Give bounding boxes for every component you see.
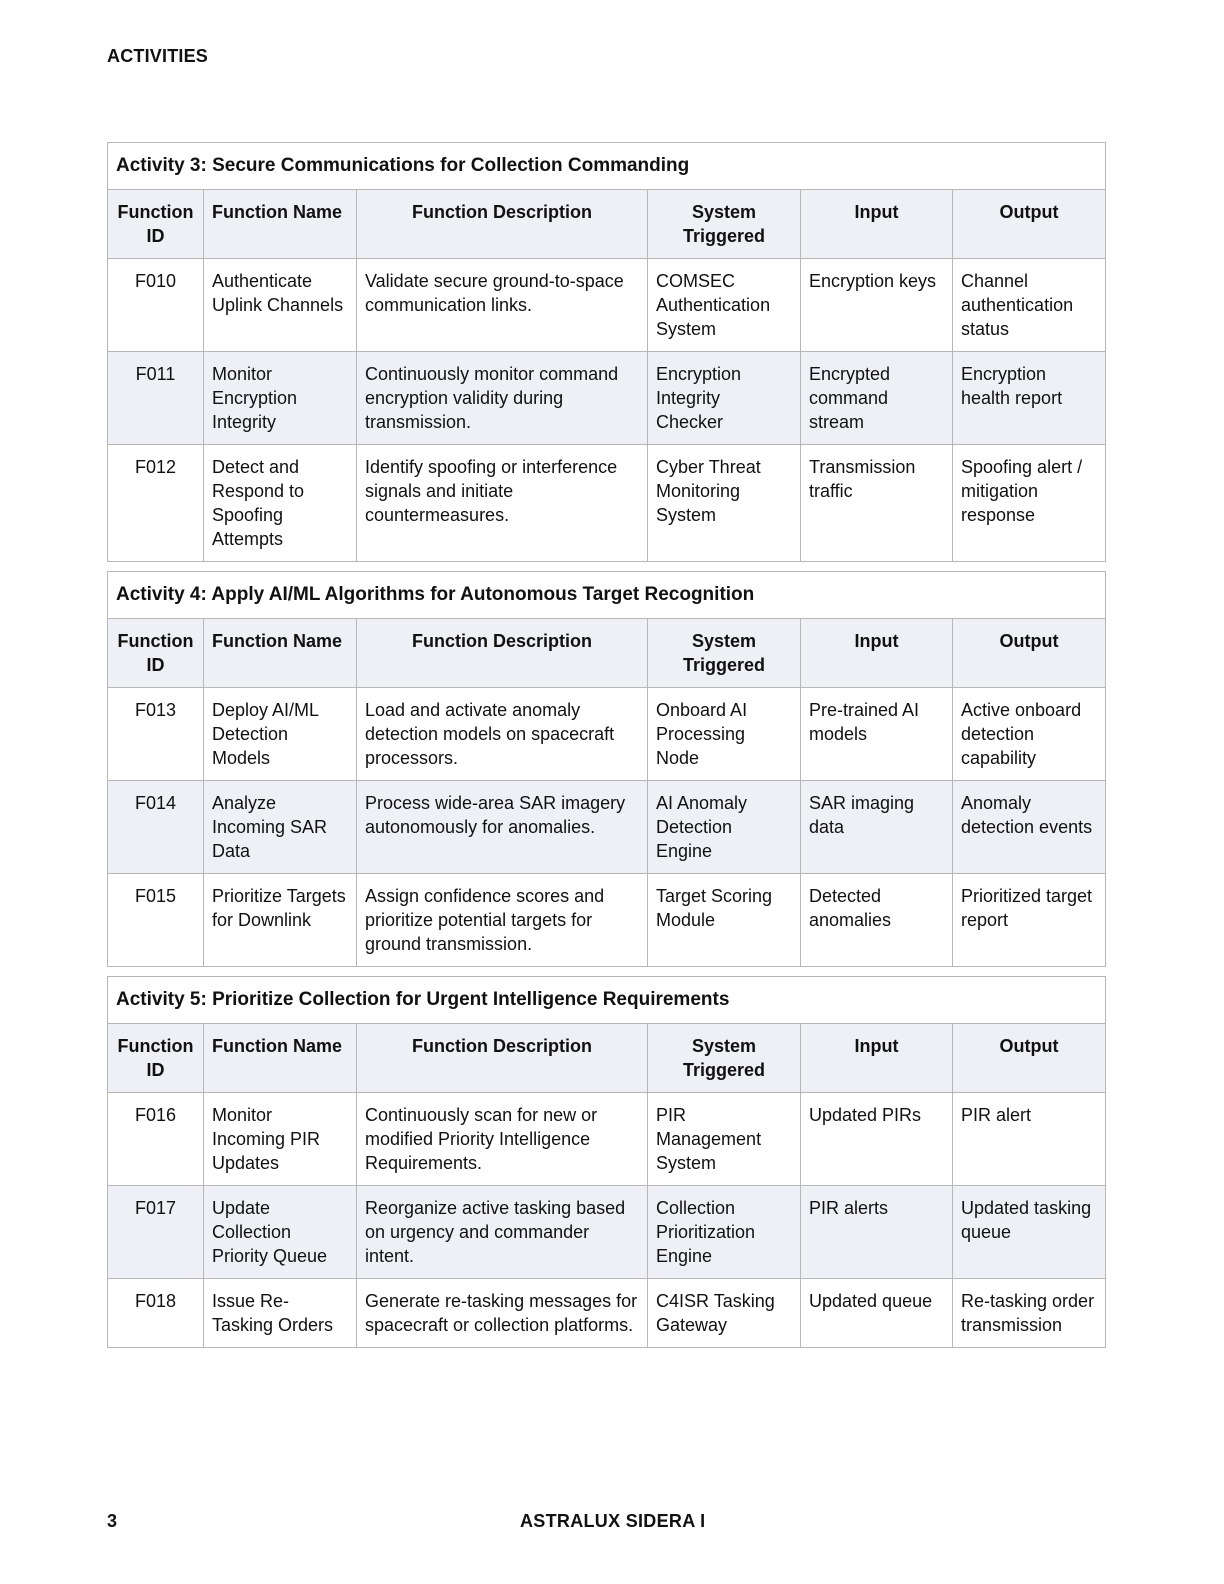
column-header: Function Name xyxy=(204,190,357,259)
activity-title: Activity 4: Apply AI/ML Algorithms for Autonomous Target Recognition xyxy=(108,572,1106,619)
function-description: Assign confidence scores and prioritize potential targets for ground transmission. xyxy=(357,874,648,967)
column-header: System Triggered xyxy=(648,619,801,688)
system-triggered: COMSEC Authentication System xyxy=(648,259,801,352)
activity-table xyxy=(107,142,1106,562)
function-output: Encryption health report xyxy=(953,352,1106,445)
function-input: Pre-trained AI models xyxy=(801,688,953,781)
system-triggered: AI Anomaly Detection Engine xyxy=(648,781,801,874)
column-header: Function Name xyxy=(204,619,357,688)
function-output: PIR alert xyxy=(953,1093,1106,1186)
column-header: Function Description xyxy=(357,1024,648,1093)
page-number: 3 xyxy=(107,1511,118,1531)
function-input: SAR imaging data xyxy=(801,781,953,874)
function-name: Monitor Incoming PIR Updates xyxy=(204,1093,357,1186)
system-triggered: Onboard AI Processing Node xyxy=(648,688,801,781)
function-output: Re-tasking order transmission xyxy=(953,1279,1106,1348)
function-description: Process wide-area SAR imagery autonomously for anomalies. xyxy=(357,781,648,874)
system-triggered: C4ISR Tasking Gateway xyxy=(648,1279,801,1348)
section-heading: ACTIVITIES xyxy=(107,46,209,66)
function-description: Continuously monitor command encryption validity during transmission. xyxy=(357,352,648,445)
function-description: Identify spoofing or interference signals and initiate countermeasures. xyxy=(357,445,648,562)
function-description: Validate secure ground-to-space communication links. xyxy=(357,259,648,352)
function-name: Deploy AI/ML Detection Models xyxy=(204,688,357,781)
function-output: Spoofing alert / mitigation response xyxy=(953,445,1106,562)
activity-table xyxy=(107,976,1106,1348)
column-header: Function ID xyxy=(108,190,204,259)
table-row xyxy=(108,1093,1106,1186)
table-row xyxy=(108,1186,1106,1279)
function-id: F018 xyxy=(108,1279,204,1348)
column-header: Function Description xyxy=(357,190,648,259)
table-row xyxy=(108,874,1106,967)
activity-title: Activity 5: Prioritize Collection for Urgent Intelligence Requirements xyxy=(108,977,1106,1024)
column-header: Output xyxy=(953,619,1106,688)
function-name: Prioritize Targets for Downlink xyxy=(204,874,357,967)
function-name: Monitor Encryption Integrity xyxy=(204,352,357,445)
column-header: System Triggered xyxy=(648,190,801,259)
table-row xyxy=(108,688,1106,781)
function-input: Encrypted command stream xyxy=(801,352,953,445)
column-header: Input xyxy=(801,1024,953,1093)
system-triggered: Encryption Integrity Checker xyxy=(648,352,801,445)
function-output: Prioritized target report xyxy=(953,874,1106,967)
activity-table xyxy=(107,571,1106,967)
column-header: Output xyxy=(953,1024,1106,1093)
table-row xyxy=(108,781,1106,874)
function-id: F013 xyxy=(108,688,204,781)
function-id: F017 xyxy=(108,1186,204,1279)
function-name: Issue Re-Tasking Orders xyxy=(204,1279,357,1348)
function-input: Updated queue xyxy=(801,1279,953,1348)
table-row xyxy=(108,445,1106,562)
table-row xyxy=(108,352,1106,445)
function-id: F010 xyxy=(108,259,204,352)
function-input: Detected anomalies xyxy=(801,874,953,967)
function-description: Generate re-tasking messages for spacecraft or collection platforms. xyxy=(357,1279,648,1348)
function-name: Detect and Respond to Spoofing Attempts xyxy=(204,445,357,562)
system-triggered: Collection Prioritization Engine xyxy=(648,1186,801,1279)
function-id: F011 xyxy=(108,352,204,445)
function-name: Update Collection Priority Queue xyxy=(204,1186,357,1279)
system-triggered: PIR Management System xyxy=(648,1093,801,1186)
table-row xyxy=(108,1279,1106,1348)
function-id: F014 xyxy=(108,781,204,874)
column-header: Function ID xyxy=(108,619,204,688)
function-input: Transmission traffic xyxy=(801,445,953,562)
function-description: Load and activate anomaly detection models on spacecraft processors. xyxy=(357,688,648,781)
function-name: Analyze Incoming SAR Data xyxy=(204,781,357,874)
column-header: Output xyxy=(953,190,1106,259)
column-header: System Triggered xyxy=(648,1024,801,1093)
activity-title: Activity 3: Secure Communications for Collection Commanding xyxy=(108,143,1106,190)
column-header: Input xyxy=(801,190,953,259)
function-input: Encryption keys xyxy=(801,259,953,352)
function-output: Channel authentication status xyxy=(953,259,1106,352)
column-header: Function Description xyxy=(357,619,648,688)
column-header: Function ID xyxy=(108,1024,204,1093)
function-id: F015 xyxy=(108,874,204,967)
table-row xyxy=(108,259,1106,352)
function-output: Updated tasking queue xyxy=(953,1186,1106,1279)
function-input: Updated PIRs xyxy=(801,1093,953,1186)
function-description: Reorganize active tasking based on urgency and commander intent. xyxy=(357,1186,648,1279)
function-output: Anomaly detection events xyxy=(953,781,1106,874)
function-id: F016 xyxy=(108,1093,204,1186)
function-name: Authenticate Uplink Channels xyxy=(204,259,357,352)
function-output: Active onboard detection capability xyxy=(953,688,1106,781)
system-triggered: Target Scoring Module xyxy=(648,874,801,967)
footer-title: ASTRALUX SIDERA I xyxy=(520,1511,706,1531)
column-header: Input xyxy=(801,619,953,688)
system-triggered: Cyber Threat Monitoring System xyxy=(648,445,801,562)
column-header: Function Name xyxy=(204,1024,357,1093)
function-id: F012 xyxy=(108,445,204,562)
function-input: PIR alerts xyxy=(801,1186,953,1279)
function-description: Continuously scan for new or modified Priority Intelligence Requirements. xyxy=(357,1093,648,1186)
